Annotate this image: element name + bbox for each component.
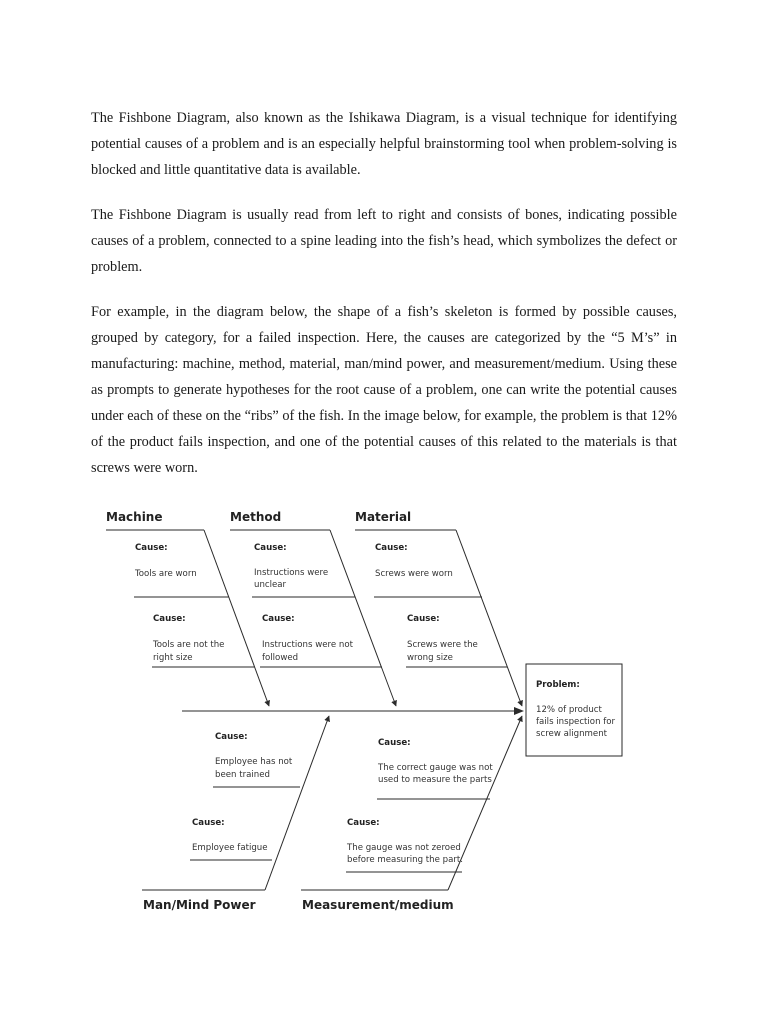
category-measurement-medium: Measurement/medium xyxy=(302,898,454,912)
cause-label-machine-1: Cause: xyxy=(135,543,168,553)
problem-label: Problem: xyxy=(536,680,580,690)
paragraph-reading-direction: The Fishbone Diagram is usually read from left to right and consists of bones, indicating possible causes of a problem, connected to a spine leading into the fish’s head, which symbolizes the defect or problem. xyxy=(91,207,677,275)
paragraph-intro: The Fishbone Diagram, also known as the Ishikawa Diagram, is a visual technique for identifying potential causes of a problem and is an especially helpful brainstorming tool when problem-solving is blocked and little quantitative data is available. xyxy=(91,110,677,178)
category-man-mind-power: Man/Mind Power xyxy=(143,898,256,912)
cause-label-measurement-1: Cause: xyxy=(378,738,411,748)
cause-text-material-1: Screws were worn xyxy=(375,569,453,579)
cause-label-material-2: Cause: xyxy=(407,614,440,624)
bone-material xyxy=(456,530,522,706)
category-method: Method xyxy=(230,510,282,524)
bone-man-mind-power xyxy=(265,716,329,890)
category-machine: Machine xyxy=(106,510,163,524)
cause-label-measurement-2: Cause: xyxy=(347,818,380,828)
cause-text-material-2: Screws were the wrong size xyxy=(407,640,478,663)
cause-text-machine-1: Tools are worn xyxy=(135,569,197,579)
cause-text-man-2: Employee fatigue xyxy=(192,843,268,853)
cause-label-man-2: Cause: xyxy=(192,818,225,828)
spine-arrowhead xyxy=(514,707,524,715)
bone-machine xyxy=(204,530,269,706)
cause-label-method-1: Cause: xyxy=(254,543,287,553)
bone-method xyxy=(330,530,396,706)
cause-label-material-1: Cause: xyxy=(375,543,408,553)
paragraph-example: For example, in the diagram below, the shape of a fish’s skeleton is formed by possible causes, grouped by category, for a failed inspection. Here, the causes are categorized by the “5 M’s” in manufacturing: machine, method, material, man/mind power, and measurement/medium. Using these as prompts to generate hypotheses for the root cause of a problem, one can write the potential causes under each of these on the “ribs” of the fish. In the image below, for example, the problem is that 12% of the product fails inspection, and one of the potential causes of this related to the materials is that screws were worn. xyxy=(91,304,677,476)
cause-text-method-1: Instructions were unclear xyxy=(254,568,329,590)
cause-label-method-2: Cause: xyxy=(262,614,295,624)
cause-label-machine-2: Cause: xyxy=(153,614,186,624)
cause-text-man-1: Employee has not been trained xyxy=(215,757,293,780)
cause-text-method-2: Instructions were not followed xyxy=(262,640,353,663)
category-material: Material xyxy=(355,510,412,524)
cause-text-measurement-1: The correct gauge was not used to measure the parts xyxy=(378,763,493,785)
cause-text-measurement-2: The gauge was not zeroed before measuring the part. xyxy=(347,843,463,865)
cause-text-machine-2: Tools are not the right size xyxy=(153,640,225,663)
cause-label-man-1: Cause: xyxy=(215,732,248,742)
problem-text: 12% of product fails inspection for screw alignment xyxy=(536,705,616,739)
